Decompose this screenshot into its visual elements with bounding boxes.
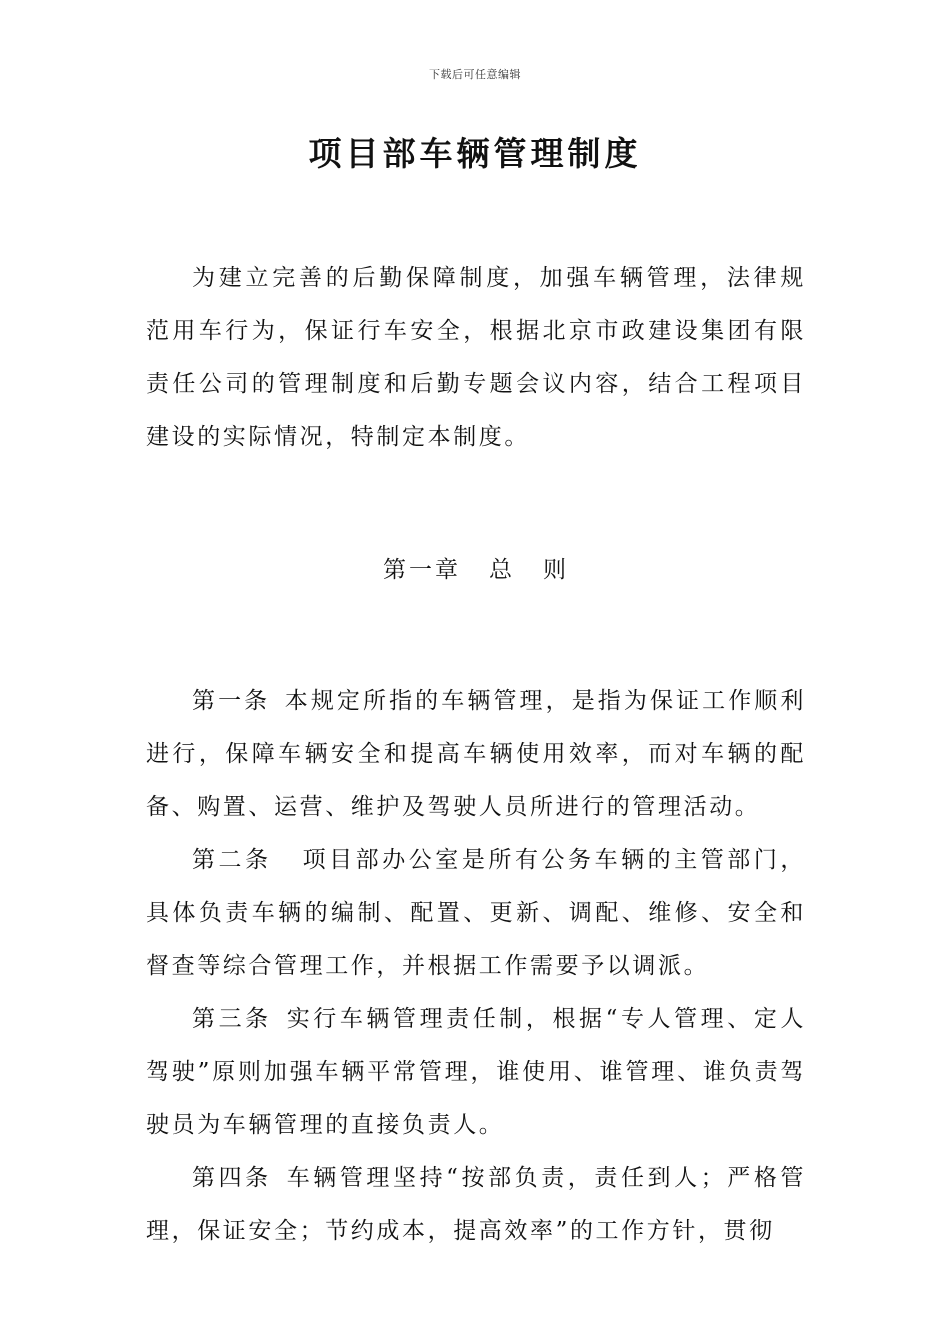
chapter-name-part2: 则 <box>543 557 569 583</box>
document-title: 项目部车辆管理制度 <box>308 134 642 173</box>
chapter-name-part1: 总 <box>489 557 515 583</box>
article-2-label: 第二条 <box>192 847 272 873</box>
article-3 <box>146 993 806 1152</box>
article-3-text: 实行车辆管理责任制，根据“专人管理、定人驾驶”原则加强车辆平常管理，谁使用、谁管理、谁负责驾驶员为车辆管理的直接负责人。 <box>146 1006 806 1138</box>
article-4 <box>146 1152 806 1258</box>
article-1-label: 第一条 <box>192 688 271 714</box>
header-note: 下载后可任意编辑 <box>429 68 521 81</box>
intro-paragraph: 为建立完善的后勤保障制度，加强车辆管理，法律规范用车行为，保证行车安全，根据北京市政建设集团有限责任公司的管理制度和后勤专题会议内容，结合工程项目建设的实际情况，特制定本制度。 <box>146 265 806 450</box>
article-3-label: 第三条 <box>192 1006 272 1032</box>
chapter-number: 第一章 <box>383 557 461 583</box>
document-body <box>146 252 806 1258</box>
article-4-label: 第四条 <box>192 1165 272 1191</box>
chapter-heading <box>146 544 806 597</box>
article-1 <box>146 675 806 834</box>
article-2-text: 项目部办公室是所有公务车辆的主管部门，具体负责车辆的编制、配置、更新、调配、维修、安全和督查等综合管理工作，并根据工作需要予以调派。 <box>146 847 806 979</box>
article-2 <box>146 834 806 993</box>
article-1-text: 本规定所指的车辆管理，是指为保证工作顺利进行，保障车辆安全和提高车辆使用效率，而对车辆的配备、购置、运营、维护及驾驶人员所进行的管理活动。 <box>146 688 806 820</box>
article-4-text: 车辆管理坚持“按部负责，责任到人；严格管理，保证安全；节约成本，提高效率”的工作方针，贯彻 <box>146 1165 806 1244</box>
